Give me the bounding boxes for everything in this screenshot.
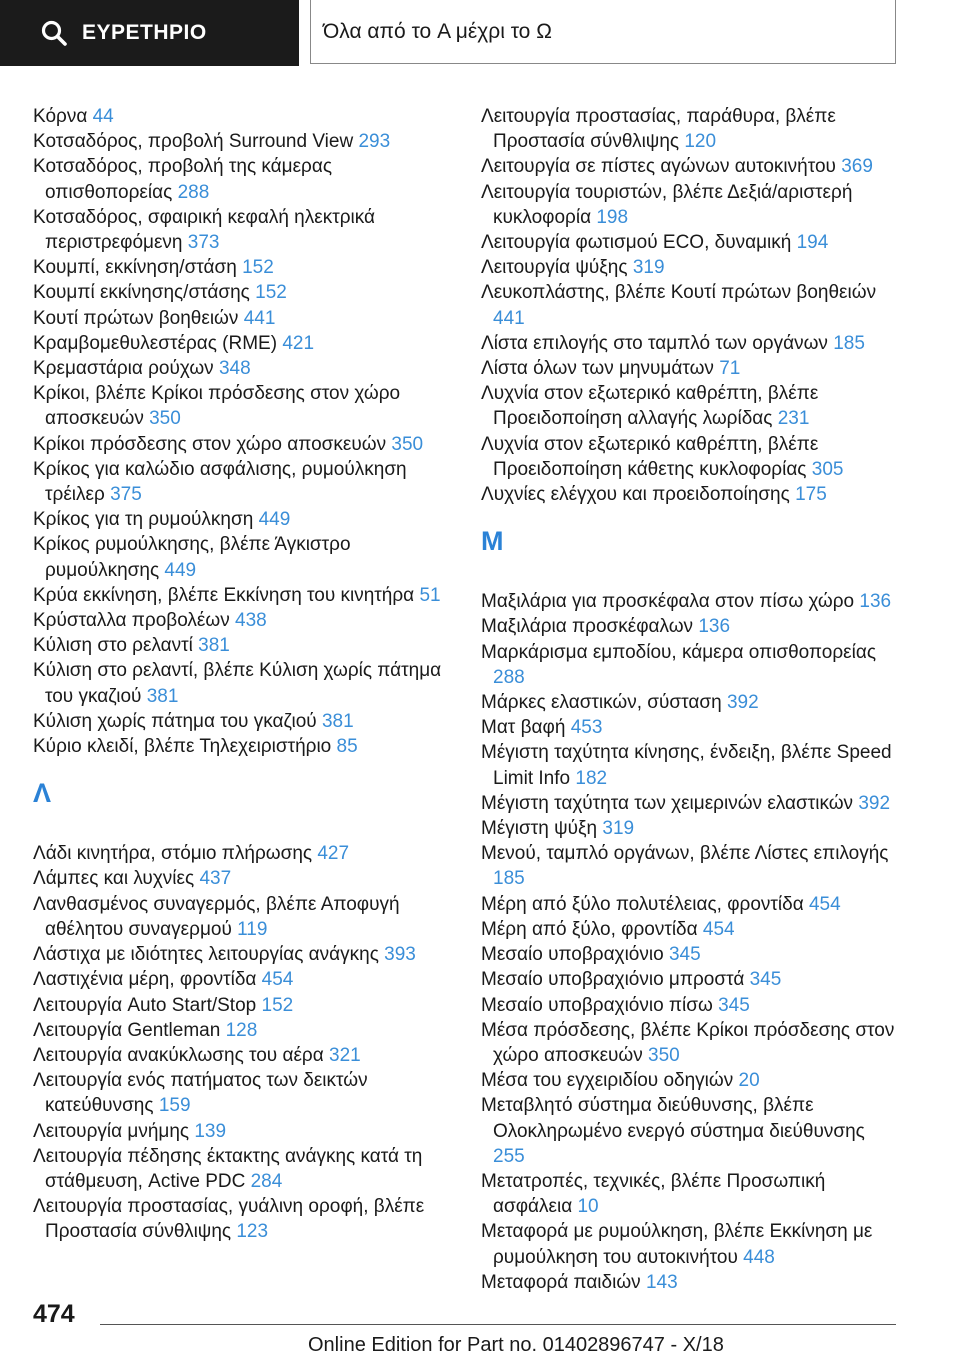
index-entry-text: Μέσα πρόσδεσης, βλέπε Κρίκοι πρόσδεσης στον χώρο αποσκευών <box>481 1019 895 1066</box>
index-entry-text: Λάμπες και λυχνίες <box>33 868 195 890</box>
index-entry[interactable] <box>481 381 901 431</box>
index-entry-text: Μαξιλάρια προσκέφαλων <box>481 616 694 638</box>
index-entry-page-link[interactable]: 175 <box>795 484 827 506</box>
index-entry-page-link[interactable]: 438 <box>235 610 267 632</box>
index-entry-page-link[interactable]: 381 <box>321 710 354 732</box>
footer-edition: Online Edition for Part no. 01402896747 - X/18 <box>308 1334 724 1356</box>
index-entry-text: Λειτουργία ενός πατήματος των δεικτών κατεύθυνσης <box>33 1070 368 1117</box>
index-entry-page-link[interactable]: 441 <box>493 307 525 329</box>
index-entry-text: Λευκοπλάστης, βλέπε Κουτί πρώτων βοηθειών <box>481 282 877 304</box>
index-entry[interactable] <box>481 640 901 690</box>
index-entry-text: Μεταφορά με ρυμούλκηση, βλέπε Εκκίνηση με ρυμούλκηση του αυτοκινήτου <box>481 1221 873 1268</box>
index-entry-text: Μέγιστη ταχύτητα κίνησης, ένδειξη, βλέπε Speed Limit Info <box>481 742 892 789</box>
index-entry[interactable] <box>33 1068 451 1118</box>
index-entry-page-link[interactable]: 381 <box>198 635 230 657</box>
index-entry-page-link[interactable]: 85 <box>336 736 358 758</box>
index-column-left <box>33 104 451 1245</box>
index-entry[interactable] <box>481 740 901 790</box>
index-entry-text: Κοτσαδόρος, προβολή της κάμερας οπισθοπορείας <box>33 156 333 203</box>
page-number: 474 <box>33 1300 75 1328</box>
index-entry[interactable] <box>481 614 901 639</box>
index-entry-page-link[interactable]: 453 <box>570 717 603 739</box>
index-entry-page-link[interactable]: 71 <box>719 358 741 380</box>
index-entry[interactable] <box>481 180 901 230</box>
index-entry[interactable] <box>33 129 451 154</box>
index-entry-text: Λειτουργία πέδησης έκτακτης ανάγκης κατά τη στάθμευση, Active PDC <box>33 1145 423 1192</box>
index-entry[interactable] <box>33 356 451 381</box>
index-entry-text: Κρύσταλλα προβολέων <box>33 610 230 632</box>
index-entry[interactable] <box>481 841 901 891</box>
index-entry-text: Μενού, ταμπλό οργάνων, βλέπε Λίστες επιλογής <box>481 843 889 865</box>
index-entry-text: Μέγιστη ταχύτητα των χειμερινών ελαστικών <box>481 792 854 814</box>
page-title: Όλα από το A μέχρι το Ω <box>310 0 896 64</box>
index-entry-page-link[interactable]: 448 <box>743 1246 775 1268</box>
index-entry-page-link[interactable]: 152 <box>261 994 294 1016</box>
index-entry[interactable] <box>481 942 901 967</box>
index-entry-text: Μέρη από ξύλο, φροντίδα <box>481 918 698 940</box>
index-entry[interactable] <box>33 280 451 305</box>
index-entry-page-link[interactable]: 449 <box>258 509 291 531</box>
index-entry-page-link[interactable]: 345 <box>749 969 782 991</box>
index-entry[interactable] <box>481 917 901 942</box>
index-entry-page-link[interactable]: 373 <box>187 232 220 254</box>
index-entry[interactable] <box>33 942 451 967</box>
index-entry[interactable] <box>481 791 901 816</box>
index-entry-page-link[interactable]: 454 <box>808 893 841 915</box>
index-entry[interactable] <box>481 1018 901 1068</box>
index-entry[interactable] <box>33 892 451 942</box>
index-entry-text: Λειτουργία προστασίας, παράθυρα, βλέπε Προστασία σύνθλιψης <box>481 106 836 153</box>
index-entry[interactable] <box>33 255 451 280</box>
index-entry-page-link[interactable]: 345 <box>668 944 701 966</box>
index-entry[interactable] <box>33 734 451 759</box>
index-entry-page-link[interactable]: 454 <box>702 918 735 940</box>
index-entry[interactable] <box>481 104 901 154</box>
index-entry-page-link[interactable]: 182 <box>575 767 608 789</box>
index-entry-text: Κρύα εκκίνηση, βλέπε Εκκίνηση του κινητήρα <box>33 584 415 606</box>
index-entry-text: Κύλιση στο ρελαντί, βλέπε Κύλιση χωρίς πάτημα του γκαζιού <box>33 660 442 707</box>
index-entry[interactable] <box>481 482 901 507</box>
index-entry[interactable] <box>33 1018 451 1043</box>
index-entry[interactable] <box>33 1119 451 1144</box>
index-entry-text: Λυχνία στον εξωτερικό καθρέπτη, βλέπε Προειδοποίηση αλλαγής λωρίδας <box>481 383 819 430</box>
index-entry[interactable] <box>481 589 901 614</box>
index-entry[interactable] <box>33 608 451 633</box>
index-entry-page-link[interactable]: 369 <box>841 156 873 178</box>
index-entry[interactable] <box>33 154 451 204</box>
index-entry-text: Μεταφορά παιδιών <box>481 1271 641 1293</box>
index-entry[interactable] <box>33 866 451 891</box>
index-entry-page-link[interactable]: 194 <box>796 232 829 254</box>
index-entry[interactable] <box>33 1194 451 1244</box>
index-entry[interactable] <box>33 1043 451 1068</box>
index-entry-page-link[interactable]: 288 <box>177 181 210 203</box>
index-entry-text: Μετατροπές, τεχνικές, βλέπε Προσωπική ασφάλεια <box>481 1170 826 1218</box>
index-entry-text: Λάδι κινητήρα, στόμιο πλήρωσης <box>33 843 313 865</box>
index-entry-text: Λειτουργία Auto Start/Stop <box>33 994 257 1016</box>
index-entry-page-link[interactable]: 139 <box>194 1120 227 1142</box>
index-entry-text: Κρίκος ρυμούλκησης, βλέπε Άγκιστρο ρυμούλκησης <box>33 534 351 581</box>
index-entry[interactable] <box>481 1093 901 1169</box>
index-entry-page-link[interactable]: 123 <box>236 1221 269 1243</box>
index-entry-text: Λειτουργία προστασίας, γυάλινη οροφή, βλέπε Προστασία σύνθλιψης <box>33 1196 425 1243</box>
index-entry-page-link[interactable]: 44 <box>92 106 114 127</box>
index-entry[interactable] <box>481 356 901 381</box>
index-entry-text: Κρεμαστάρια ρούχων <box>33 358 214 380</box>
index-entry-page-link[interactable]: 120 <box>684 131 717 153</box>
index-entry-page-link[interactable]: 392 <box>858 792 891 814</box>
index-entry-text: Μεσαίο υποβραχιόνιο πίσω <box>481 994 713 1016</box>
index-entry-page-link[interactable]: 198 <box>596 206 629 228</box>
index-entry-text: Κραμβομεθυλεστέρας (RME) <box>33 332 278 354</box>
index-entry-text: Λειτουργία φωτισμού ECO, δυναμική <box>481 232 792 254</box>
index-entry-page-link[interactable]: 348 <box>218 358 251 380</box>
index-entry-text: Κύριο κλειδί, βλέπε Τηλεχειριστήριο <box>33 736 332 758</box>
index-entry-text: Κόρνα <box>33 106 88 127</box>
index-entry-page-link[interactable]: 284 <box>250 1170 283 1192</box>
index-entry-text: Κρίκος για καλώδιο ασφάλισης, ρυμούλκηση τρέιλερ <box>33 458 407 506</box>
index-entry-page-link[interactable]: 293 <box>358 131 391 153</box>
index-entry[interactable] <box>481 967 901 992</box>
index-entry-text: Μαξιλάρια για προσκέφαλα στον πίσω χώρο <box>481 591 855 613</box>
index-entry[interactable] <box>481 715 901 740</box>
index-entry-page-link[interactable]: 136 <box>859 591 892 613</box>
index-entry-page-link[interactable]: 350 <box>391 433 424 455</box>
index-entry-text: Κουτί πρώτων βοηθειών <box>33 307 239 329</box>
index-entry-text: Κουμπί εκκίνησης/στάσης <box>33 282 250 304</box>
index-entry-page-link[interactable]: 136 <box>698 616 731 638</box>
index-entry-text: Λυχνίες ελέγχου και προειδοποίησης <box>481 484 790 506</box>
index-entry-page-link[interactable]: 375 <box>110 484 142 506</box>
index-entry-text: Κοτσαδόρος, προβολή Surround View <box>33 131 354 153</box>
index-entry-page-link[interactable]: 20 <box>738 1070 760 1092</box>
index-entry-page-link[interactable]: 185 <box>493 868 525 890</box>
index-entry-text: Λειτουργία σε πίστες αγώνων αυτοκινήτου <box>481 156 836 178</box>
index-entry[interactable] <box>33 205 451 255</box>
index-entry[interactable] <box>33 583 451 608</box>
index-entry-page-link[interactable]: 345 <box>718 994 750 1016</box>
index-entry[interactable] <box>33 457 451 507</box>
index-entry-text: Μέρη από ξύλο πολυτέλειας, φροντίδα <box>481 893 804 915</box>
index-entry[interactable] <box>33 381 451 431</box>
index-column-right <box>481 104 901 1295</box>
index-entry-text: Κοτσαδόρος, σφαιρική κεφαλή ηλεκτρικά περιστρεφόμενη <box>33 206 375 254</box>
section-letter-mu: Μ <box>481 526 504 557</box>
index-entry[interactable] <box>33 967 451 992</box>
index-entry[interactable] <box>33 993 451 1018</box>
index-entry-page-link[interactable]: 231 <box>777 408 810 430</box>
index-entry-page-link[interactable]: 143 <box>645 1271 678 1293</box>
index-entry[interactable] <box>481 230 901 255</box>
index-entry-text: Κρίκος για τη ρυμούλκηση <box>33 509 254 531</box>
entry-list-mu <box>481 589 901 1295</box>
index-entry-page-link[interactable]: 449 <box>164 559 197 581</box>
index-entry-text: Ματ βαφή <box>481 717 566 739</box>
index-entry[interactable] <box>33 658 451 708</box>
index-entry-text: Μεταβλητό σύστημα διεύθυνσης, βλέπε Ολοκληρωμένο ενεργό σύστημα διεύθυνσης <box>481 1095 865 1142</box>
index-entry-text: Λειτουργία ψύξης <box>481 257 628 279</box>
index-entry-page-link[interactable]: 305 <box>811 458 844 480</box>
index-entry[interactable] <box>481 1270 901 1295</box>
index-entry[interactable] <box>481 280 901 330</box>
index-entry-text: Λειτουργία ανακύκλωσης του αέρα <box>33 1044 324 1066</box>
index-entry-text: Λυχνία στον εξωτερικό καθρέπτη, βλέπε Προειδοποίηση κάθετης κυκλοφορίας <box>481 433 819 480</box>
entry-list-k <box>33 104 451 759</box>
index-entry-text: Μεσαίο υποβραχιόνιο <box>481 944 664 966</box>
index-entry[interactable] <box>481 154 901 179</box>
index-entry-text: Μάρκες ελαστικών, σύσταση <box>481 692 722 714</box>
index-entry-text: Κύλιση χωρίς πάτημα του γκαζιού <box>33 710 317 732</box>
index-entry-page-link[interactable]: 128 <box>225 1019 258 1041</box>
index-entry-text: Λειτουργία Gentleman <box>33 1019 221 1041</box>
index-entry-text: Λαστιχένια μέρη, φροντίδα <box>33 969 257 991</box>
index-entry-text: Κρίκοι πρόσδεσης στον χώρο αποσκευών <box>33 433 387 455</box>
index-entry-text: Μαρκάρισμα εμποδίου, κάμερα οπισθοπορείας <box>481 641 876 663</box>
index-entry[interactable] <box>33 633 451 658</box>
index-entry-text: Κρίκοι, βλέπε Κρίκοι πρόσδεσης στον χώρο αποσκευών <box>33 383 401 430</box>
entry-list-lambda-cont <box>481 104 901 507</box>
index-entry[interactable] <box>33 532 451 582</box>
index-entry-page-link[interactable]: 392 <box>726 692 759 714</box>
index-entry-text: Μέσα του εγχειριδίου οδηγιών <box>481 1070 734 1092</box>
footer-divider <box>100 1324 896 1325</box>
index-entry-text: Λίστα επιλογής στο ταμπλό των οργάνων <box>481 332 828 354</box>
index-entry[interactable] <box>481 255 901 280</box>
index-entry-page-link[interactable]: 350 <box>149 408 181 430</box>
index-entry-page-link[interactable]: 437 <box>199 868 232 890</box>
index-entry[interactable] <box>33 432 451 457</box>
index-entry-page-link[interactable]: 51 <box>419 584 441 606</box>
search-icon <box>40 19 68 47</box>
index-tab[interactable] <box>0 0 299 66</box>
index-entry-page-link[interactable]: 381 <box>146 685 179 707</box>
index-entry[interactable] <box>33 841 451 866</box>
index-entry[interactable] <box>481 816 901 841</box>
index-entry[interactable] <box>481 892 901 917</box>
index-entry-page-link[interactable]: 119 <box>237 918 268 940</box>
index-entry-text: Μέγιστη ψύξη <box>481 818 598 840</box>
top-bar <box>0 0 960 66</box>
index-entry[interactable] <box>481 690 901 715</box>
section-letter-lambda: Λ <box>33 778 52 809</box>
index-entry[interactable] <box>481 993 901 1018</box>
index-entry[interactable] <box>481 1219 901 1269</box>
index-entry-page-link[interactable]: 288 <box>493 666 525 688</box>
index-entry[interactable] <box>33 709 451 734</box>
index-entry-page-link[interactable]: 159 <box>158 1095 191 1117</box>
index-entry-page-link[interactable]: 152 <box>242 257 274 279</box>
index-entry-page-link[interactable]: 454 <box>261 969 294 991</box>
index-entry[interactable] <box>33 331 451 356</box>
entry-list-lambda <box>33 841 451 1244</box>
index-entry-page-link[interactable]: 321 <box>329 1044 361 1066</box>
index-entry[interactable] <box>481 1169 901 1219</box>
index-entry-page-link[interactable]: 185 <box>833 332 865 354</box>
index-entry[interactable] <box>481 432 901 482</box>
index-entry-page-link[interactable]: 393 <box>384 944 416 966</box>
index-entry[interactable] <box>33 104 451 129</box>
index-entry-page-link[interactable]: 255 <box>493 1145 525 1167</box>
index-entry-page-link[interactable]: 152 <box>255 282 287 304</box>
index-entry-text: Μεσαίο υποβραχιόνιο μπροστά <box>481 969 745 991</box>
index-entry-page-link[interactable]: 319 <box>632 257 665 279</box>
index-entry[interactable] <box>33 306 451 331</box>
index-entry-text: Λειτουργία μνήμης <box>33 1120 190 1142</box>
index-entry-text: Κουμπί, εκκίνηση/στάση <box>33 257 237 279</box>
index-entry[interactable] <box>33 507 451 532</box>
index-entry-page-link[interactable]: 441 <box>243 307 276 329</box>
index-entry-page-link[interactable]: 427 <box>317 843 350 865</box>
index-entry[interactable] <box>481 1068 901 1093</box>
index-entry-text: Κύλιση στο ρελαντί <box>33 635 193 657</box>
index-entry-page-link[interactable]: 319 <box>602 818 635 840</box>
index-tab-label: ΕΥΡΕΤΗΡΙΟ <box>82 21 207 44</box>
index-entry-page-link[interactable]: 421 <box>282 332 315 354</box>
index-entry-page-link[interactable]: 350 <box>648 1044 680 1066</box>
index-entry[interactable] <box>33 1144 451 1194</box>
index-entry-text: Λάστιχα με ιδιότητες λειτουργίας ανάγκης <box>33 944 379 966</box>
index-entry-text: Λειτουργία τουριστών, βλέπε Δεξιά/αριστερή κυκλοφορία <box>481 181 853 228</box>
index-entry-text: Λίστα όλων των μηνυμάτων <box>481 358 714 380</box>
index-entry-page-link[interactable]: 10 <box>577 1196 599 1218</box>
index-entry[interactable] <box>481 331 901 356</box>
index-entry-text: Λανθασμένος συναγερμός, βλέπε Αποφυγή αθέλητου συναγερμού <box>33 893 400 940</box>
